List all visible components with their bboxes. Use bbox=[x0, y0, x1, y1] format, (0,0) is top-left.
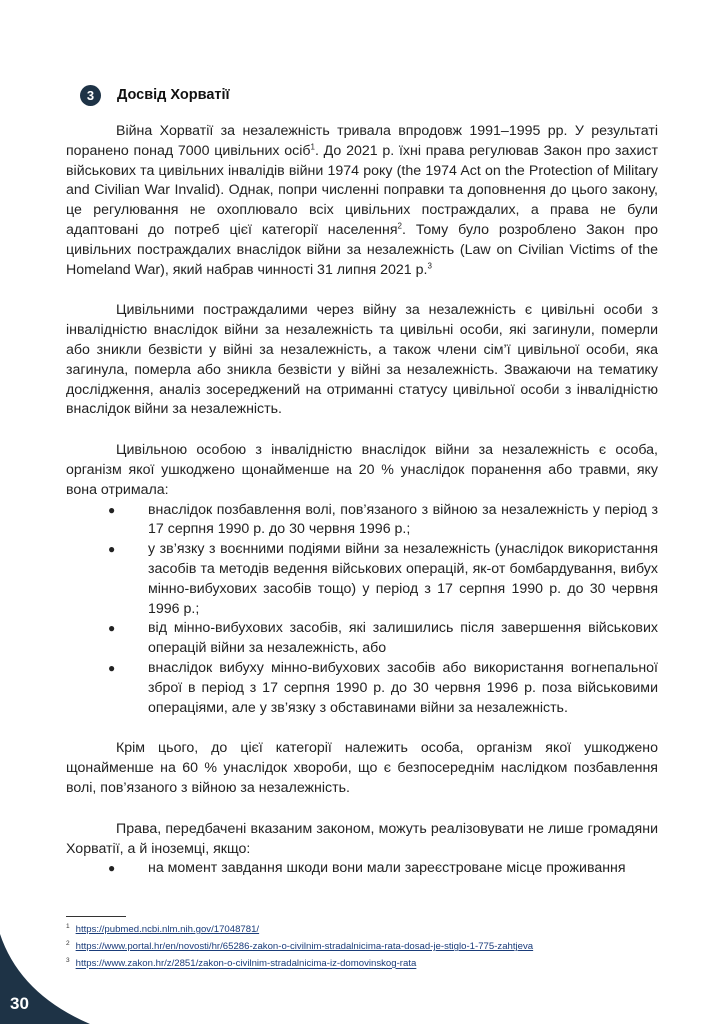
footnote-ref-1[interactable]: 1 bbox=[310, 142, 315, 152]
list-item: ● внаслідок вибуху мінно-вибухових засобів або використання вогнепальної зброї в період з 17 серпня 1990 р. до 30 червня 1996 р. поза військовими операціями, але у зв’язку з обставинами війни за незалежність. bbox=[108, 659, 658, 716]
paragraph-foreigners: Права, передбачені вказаним законом, можуть реалізовувати не лише громадяни Хорватії, а й іноземці, якщо: bbox=[66, 820, 658, 857]
bullet-icon: ● bbox=[108, 502, 116, 517]
main-text bbox=[66, 122, 658, 879]
footnote-link-3[interactable]: https://www.zakon.hr/z/2851/zakon-o-civilnim-stradalnicima-iz-domovinskog-rata bbox=[75, 958, 417, 970]
footnote-divider bbox=[66, 916, 126, 917]
list-item: ● внаслідок позбавлення волі, пов’язаного з війною за незалежність у період з 17 серпня 1990 р. до 30 червня 1996 р.; bbox=[108, 501, 658, 538]
section-number-badge: 3 bbox=[80, 85, 101, 106]
bullet-icon: ● bbox=[108, 621, 116, 636]
criteria-list bbox=[66, 501, 658, 719]
foreigners-list bbox=[66, 859, 658, 879]
paragraph-definition: Цивільними постраждалими через війну за незалежність є цивільні особи з інвалідністю внаслідок війни за незалежність та цивільні особи, які загинули, померли або зникли безвісти у війні за незалежність, а також члени сім’ї цивільної особи, яка загинула, померла або зникла безвісти у війні за незалежність. Зважаючи на тематику дослідження, аналіз зосереджений на отриманні статусу цивільної особи з інвалідністю внаслідок війни за незалежність. bbox=[66, 302, 658, 418]
paragraph-disability-criteria: Цивільною особою з інвалідністю внаслідок війни за незалежність є особа, організм якої ушкоджено щонайменше на 20 % унаслідок поранення або травми, яку вона отримала: bbox=[66, 442, 658, 498]
bullet-icon: ● bbox=[108, 660, 116, 675]
footnote-3: $^3$ https://www.zakon.hr/z/2851/zakon-o-civilnim-stradalnicima-iz-domovinskog-rata bbox=[66, 957, 417, 970]
list-item: ● на момент завдання шкоди вони мали зареєстроване місце проживання bbox=[148, 859, 658, 879]
footnote-2: $^2$ https://www.portal.hr/en/novosti/hr/65286-zakon-o-civilnim-stradalnicima-rata-dosad-je-stiglo-1-775-zahtjeva bbox=[66, 940, 534, 953]
list-item: ● у зв’язку з воєнними подіями війни за незалежність (унаслідок використання засобів та методів ведення військових операцій, як-от бомбардування, вибух мінно-вибухових засобів тощо) у період з 17 серпня 1990 р. до 30 червня 1996 р.; bbox=[108, 541, 658, 617]
footnotes bbox=[66, 920, 666, 972]
footnote-link-1[interactable]: https://pubmed.ncbi.nlm.nih.gov/17048781/ bbox=[75, 924, 260, 936]
bullet-icon: ● bbox=[108, 861, 116, 876]
bullet-icon: ● bbox=[108, 542, 116, 557]
footnote-1: $^1$ https://pubmed.ncbi.nlm.nih.gov/17048781/ bbox=[66, 923, 260, 936]
section-heading bbox=[80, 84, 230, 106]
paragraph-intro: Війна Хорватії за незалежність тривала впродовж 1991–1995 рр. У результаті поранено понад 7000 цивільних осіб$^1$. До 2021 р. їхні права регулював Закон про захист військових та цивільних інвалідів війни 1974 року (the 1974 Act on the Protection of Military and Civilian War Invalid). Однак, попри численні поправки та доповнення до цього закону, це регулювання не охоплювало всіх цивільних постраждалих, а права не були адаптовані до потреб цієї категорії населення$^2$. Тому було розроблено Закон про цивільних постраждалих внаслідок війни за незалежність (Law on Civilian Victims of the Homeland War), який набрав чинності 31 липня 2021 р.$^3$ bbox=[66, 123, 658, 278]
section-title: Досвід Хорватії bbox=[117, 87, 230, 103]
footnote-ref-3[interactable]: 3 bbox=[427, 260, 432, 270]
footnote-link-2[interactable]: https://www.portal.hr/en/novosti/hr/65286-zakon-o-civilnim-stradalnicima-rata-dosad-je-stiglo-1-775-zahtjeva bbox=[75, 941, 534, 953]
page-number: 30 bbox=[10, 994, 29, 1013]
footnote-ref-2[interactable]: 2 bbox=[397, 221, 402, 231]
paragraph-illness: Крім цього, до цієї категорії належить особа, організм якої ушкоджено щонайменше на 60 % унаслідок хвороби, що є безпосереднім наслідком позбавлення волі, пов’язаного з війною за незалежність. bbox=[66, 740, 658, 796]
list-item: ● від мінно-вибухових засобів, які залишились після завершення військових операцій війни за незалежність, або bbox=[108, 620, 658, 657]
